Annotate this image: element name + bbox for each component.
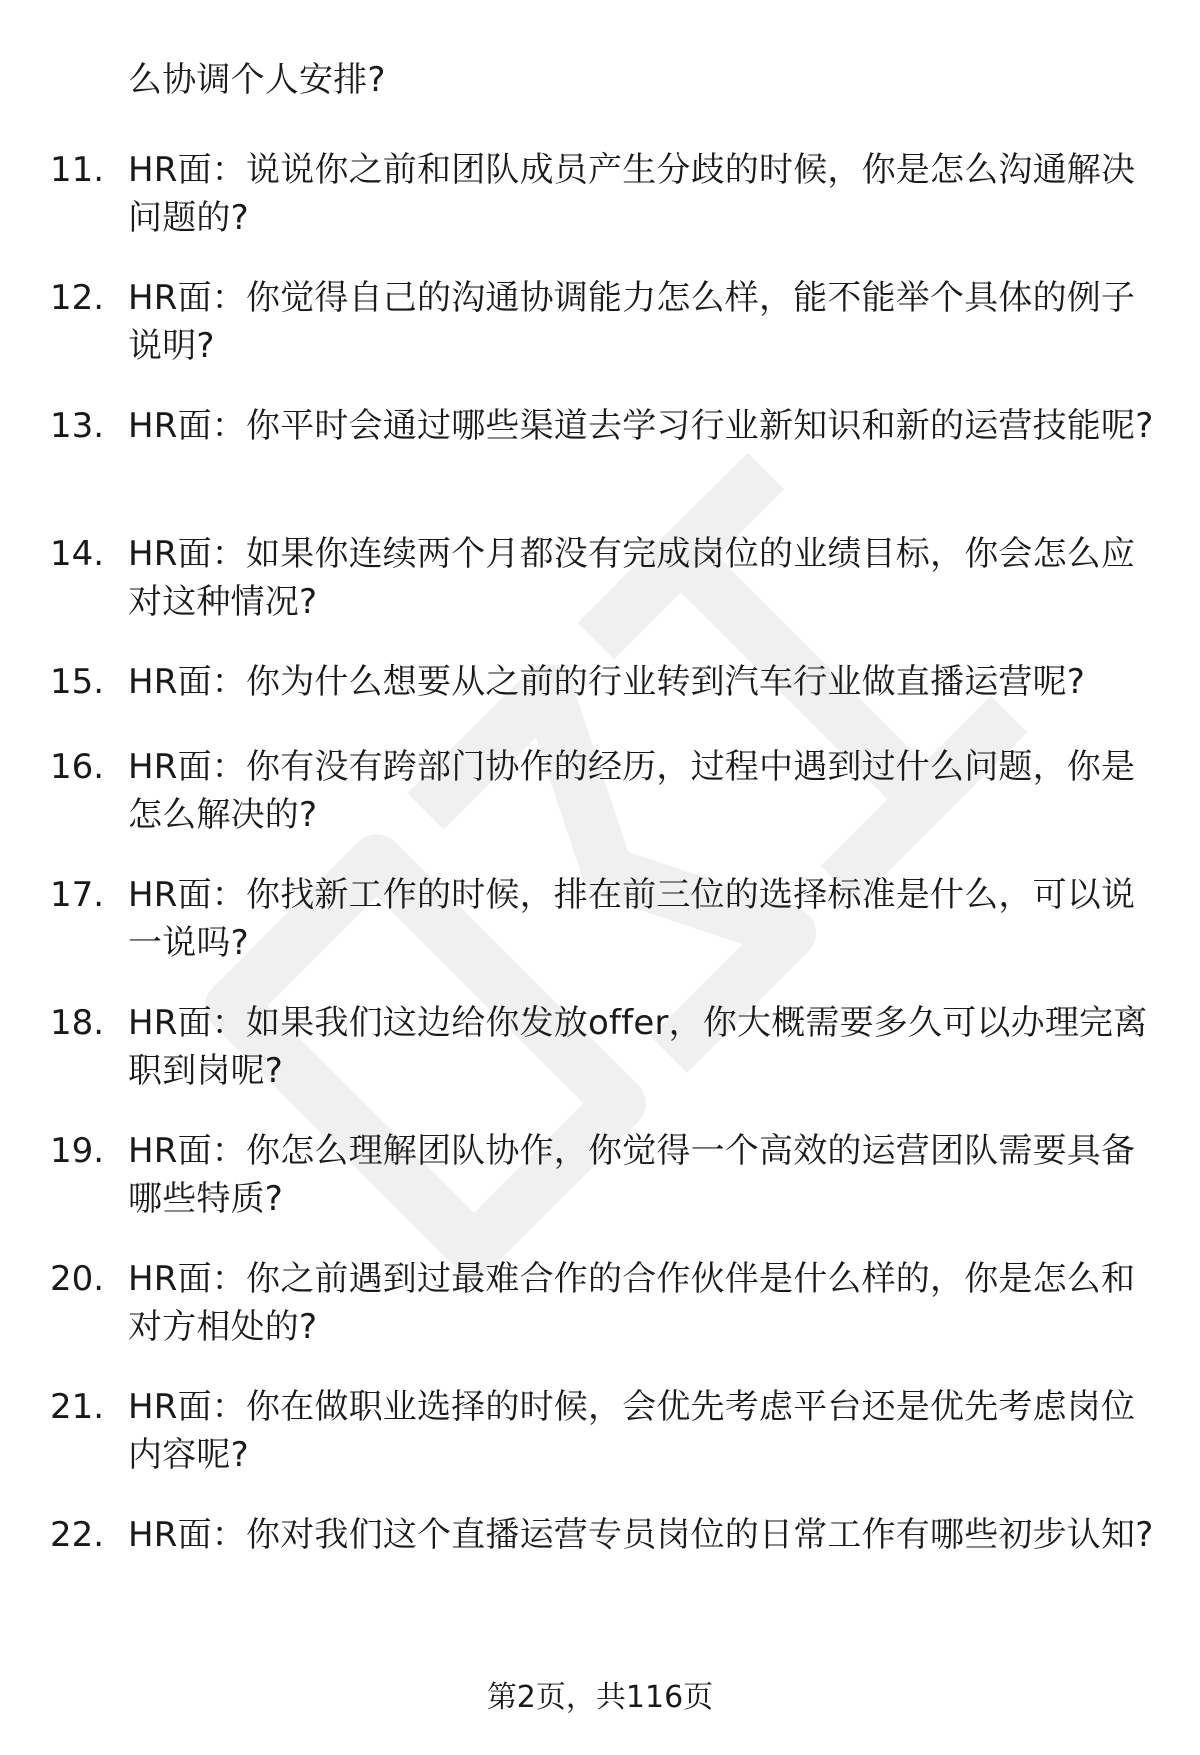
page-number-footer: 第2页，共116页 [486, 1680, 714, 1715]
list-item [0, 274, 1200, 402]
question-number: 18. [50, 1003, 105, 1043]
question-text: HR面：你怎么理解团队协作，你觉得一个高效的运营团队需要具备哪些特质? [128, 1131, 1136, 1219]
question-number: 15. [50, 662, 105, 702]
question-number: 12. [50, 278, 105, 318]
list-item [0, 1255, 1200, 1383]
list-item [0, 1127, 1200, 1255]
list-item [0, 402, 1200, 530]
question-number: 22. [50, 1515, 105, 1555]
list-item [0, 530, 1200, 658]
list-item [0, 871, 1200, 999]
question-number: 14. [50, 534, 105, 574]
question-number: 17. [50, 875, 105, 915]
question-text: HR面：你有没有跨部门协作的经历，过程中遇到过什么问题，你是怎么解决的? [128, 747, 1136, 835]
question-number: 13. [50, 406, 105, 446]
previous-question-continuation: 么协调个人安排? [128, 60, 386, 100]
question-number: 20. [50, 1259, 105, 1299]
question-text: HR面：你觉得自己的沟通协调能力怎么样，能不能举个具体的例子说明? [128, 278, 1136, 366]
question-number: 16. [50, 747, 105, 787]
question-number: 21. [50, 1387, 105, 1427]
question-number: 19. [50, 1131, 105, 1171]
list-item [0, 146, 1200, 274]
question-text: HR面：你对我们这个直播运营专员岗位的日常工作有哪些初步认知? [128, 1515, 1154, 1555]
question-text: HR面：你为什么想要从之前的行业转到汽车行业做直播运营呢? [128, 662, 1086, 702]
list-item [0, 1383, 1200, 1511]
question-text: HR面：如果你连续两个月都没有完成岗位的业绩目标，你会怎么应对这种情况? [128, 534, 1136, 622]
list-item [0, 1511, 1200, 1639]
list-item [0, 743, 1200, 871]
question-number: 11. [50, 150, 105, 190]
list-item [0, 658, 1200, 743]
question-list [0, 146, 1200, 1639]
question-text: HR面：说说你之前和团队成员产生分歧的时候，你是怎么沟通解决问题的? [128, 150, 1136, 238]
question-text: HR面：你平时会通过哪些渠道去学习行业新知识和新的运营技能呢? [128, 406, 1154, 446]
question-text: HR面：你在做职业选择的时候，会优先考虑平台还是优先考虑岗位内容呢? [128, 1387, 1136, 1475]
question-text: HR面：你找新工作的时候，排在前三位的选择标准是什么，可以说一说吗? [128, 875, 1136, 963]
question-text: HR面：如果我们这边给你发放offer，你大概需要多久可以办理完离职到岗呢? [128, 1003, 1148, 1091]
question-text: HR面：你之前遇到过最难合作的合作伙伴是什么样的，你是怎么和对方相处的? [128, 1259, 1136, 1347]
list-item [0, 999, 1200, 1127]
